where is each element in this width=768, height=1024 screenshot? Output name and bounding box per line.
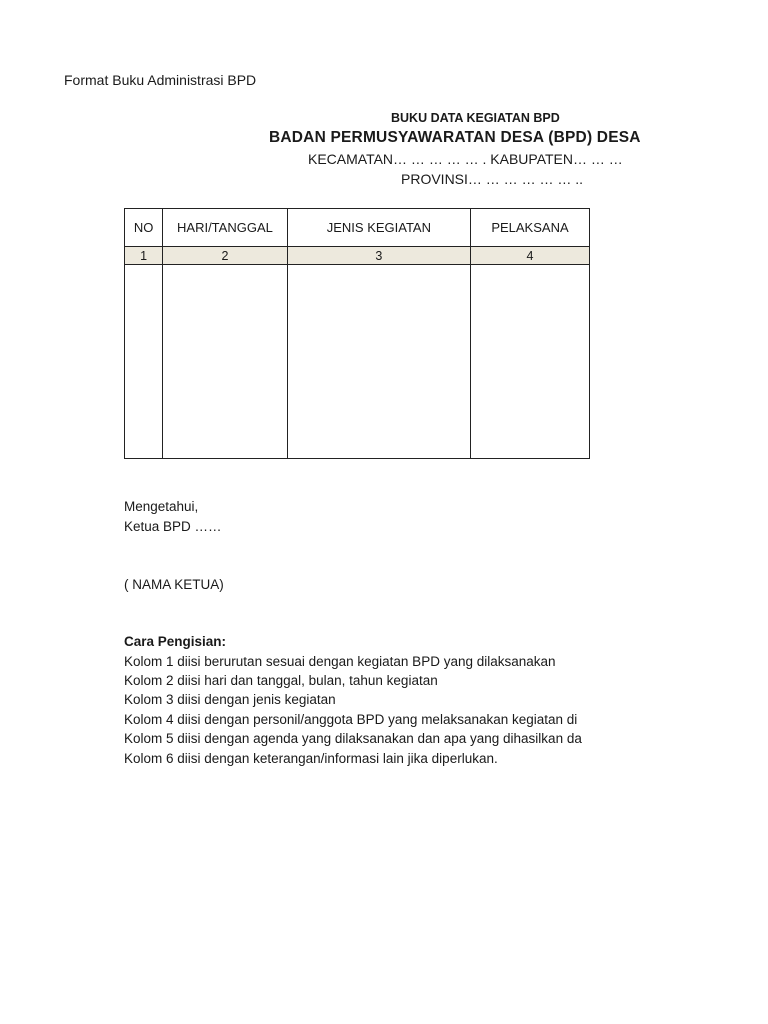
instruction-item: Kolom 2 diisi hari dan tanggal, bulan, tahun kegiatan: [124, 673, 438, 688]
column-number: 4: [470, 247, 589, 265]
header-activity: JENIS KEGIATAN: [287, 209, 470, 247]
empty-cell: [125, 265, 163, 459]
instruction-item: Kolom 3 diisi dengan jenis kegiatan: [124, 692, 336, 707]
column-number: 2: [163, 247, 288, 265]
column-number: 1: [125, 247, 163, 265]
instruction-item: Kolom 6 diisi dengan keterangan/informasi lain jika diperlukan.: [124, 751, 498, 766]
header-executor: PELAKSANA: [470, 209, 589, 247]
activity-table: [124, 208, 590, 459]
district-line: KECAMATAN… … … … … . KABUPATEN… … …: [308, 151, 623, 167]
empty-cell: [287, 265, 470, 459]
province-line: PROVINSI… … … … … … ..: [401, 171, 584, 187]
instruction-item: Kolom 5 diisi dengan agenda yang dilaksanakan dan apa yang dihasilkan da: [124, 731, 582, 746]
book-title: BUKU DATA KEGIATAN BPD: [391, 111, 560, 125]
table-header-row: [125, 209, 590, 247]
column-number-row: [125, 247, 590, 265]
instruction-item: Kolom 1 diisi berurutan sesuai dengan kegiatan BPD yang dilaksanakan: [124, 654, 556, 669]
header-no: NO: [125, 209, 163, 247]
column-number: 3: [287, 247, 470, 265]
empty-cell: [470, 265, 589, 459]
acknowledged-label: Mengetahui,: [124, 499, 199, 514]
chair-name: ( NAMA KETUA): [124, 577, 224, 592]
chair-label: Ketua BPD ……: [124, 519, 222, 534]
empty-cell: [163, 265, 288, 459]
header-date: HARI/TANGGAL: [163, 209, 288, 247]
instructions-title: Cara Pengisian:: [124, 634, 227, 649]
format-title: Format Buku Administrasi BPD: [64, 72, 257, 88]
instruction-item: Kolom 4 diisi dengan personil/anggota BPD yang melaksanakan kegiatan di: [124, 712, 578, 727]
table-body-row: [125, 265, 590, 459]
institution-title: BADAN PERMUSYAWARATAN DESA (BPD) DESA: [269, 129, 641, 146]
